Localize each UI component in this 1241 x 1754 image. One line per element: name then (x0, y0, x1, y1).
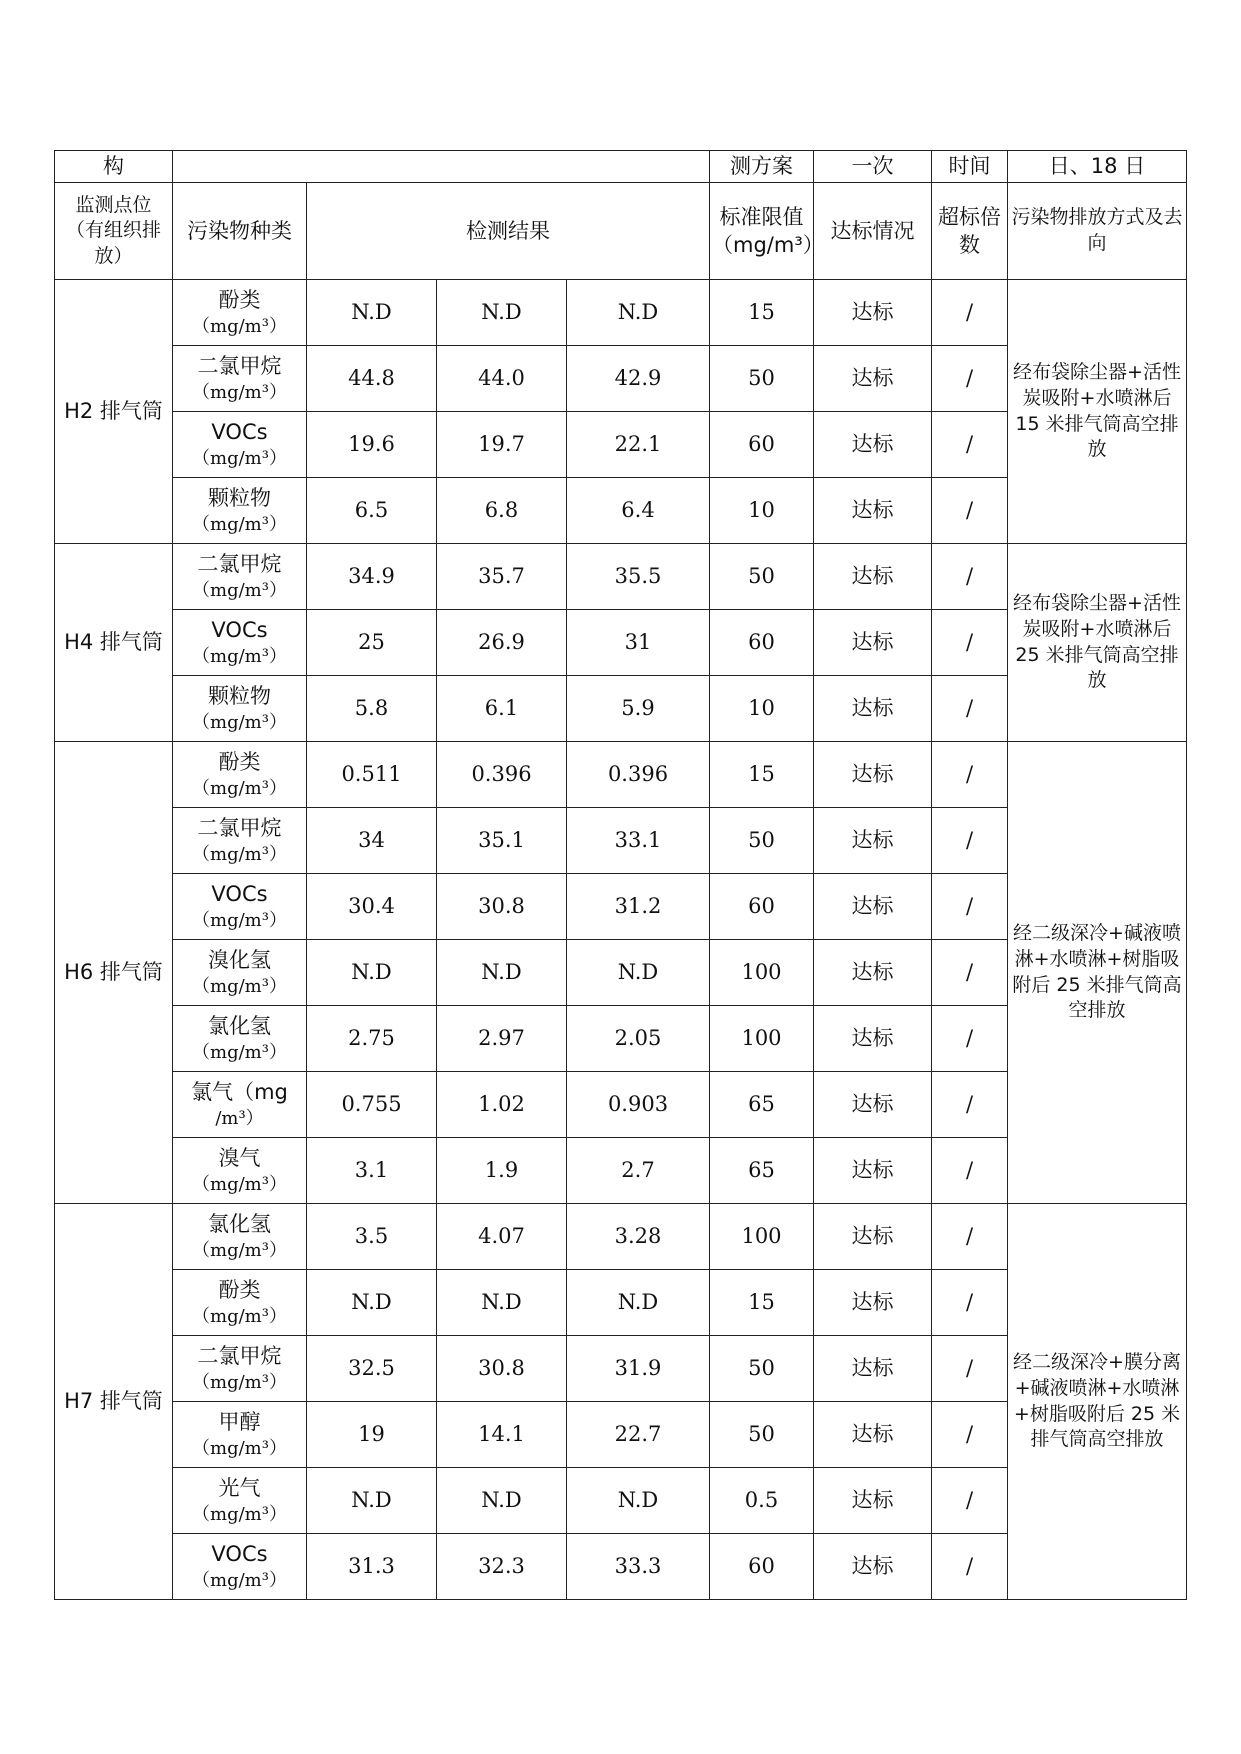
pollutant-unit: （mg/m³） (192, 315, 287, 337)
standard-limit-value: 100 (710, 1006, 814, 1072)
discharge-method-cell: 经二级深冷+膜分离+碱液喷淋+水喷淋+树脂吸附后 25 米排气筒高空排放 (1008, 1204, 1187, 1600)
exceed-multiple-value: / (932, 280, 1008, 346)
exceed-multiple-value: / (932, 940, 1008, 1006)
result-value-3: 42.9 (567, 346, 710, 412)
result-value-2: 2.97 (437, 1006, 567, 1072)
pollutant-cell (173, 1534, 307, 1600)
exceed-multiple-value: / (932, 1270, 1008, 1336)
result-value-1: N.D (307, 940, 437, 1006)
pollutant-cell (173, 1402, 307, 1468)
result-value-2: 0.396 (437, 742, 567, 808)
result-value-1: 30.4 (307, 874, 437, 940)
compliance-status: 达标 (814, 742, 932, 808)
table-row (55, 1204, 1187, 1270)
result-value-1: N.D (307, 1468, 437, 1534)
pollutant-name: 酚类 (218, 288, 261, 313)
exceed-multiple-value: / (932, 742, 1008, 808)
result-value-1: 32.5 (307, 1336, 437, 1402)
result-value-1: 31.3 (307, 1534, 437, 1600)
pollutant-unit: （mg/m³） (192, 447, 287, 469)
standard-limit-value: 15 (710, 742, 814, 808)
result-value-2: 19.7 (437, 412, 567, 478)
result-value-2: N.D (437, 940, 567, 1006)
pollutant-cell (173, 280, 307, 346)
header-compliance: 达标情况 (814, 183, 932, 280)
compliance-status: 达标 (814, 412, 932, 478)
pollutant-name: 二氯甲烷 (197, 816, 282, 841)
result-value-1: 19 (307, 1402, 437, 1468)
table-row (55, 742, 1187, 808)
result-value-3: 22.7 (567, 1402, 710, 1468)
top-cell-plan: 测方案 (710, 151, 814, 183)
pollutant-name: 氯化氢 (208, 1212, 271, 1237)
pollutant-unit: （mg/m³） (192, 1305, 287, 1327)
pollutant-cell (173, 478, 307, 544)
pollutant-name: VOCs (211, 882, 268, 907)
compliance-status: 达标 (814, 1468, 932, 1534)
exceed-multiple-value: / (932, 1006, 1008, 1072)
result-value-3: N.D (567, 1270, 710, 1336)
pollutant-unit: （mg/m³） (192, 1239, 287, 1261)
pollutant-unit: （mg/m³） (192, 975, 287, 997)
standard-limit-value: 65 (710, 1072, 814, 1138)
pollutant-name: 甲醇 (218, 1410, 261, 1435)
pollutant-cell (173, 610, 307, 676)
compliance-status: 达标 (814, 1402, 932, 1468)
compliance-status: 达标 (814, 1138, 932, 1204)
exceed-multiple-value: / (932, 1402, 1008, 1468)
result-value-2: 44.0 (437, 346, 567, 412)
pollutant-name: 二氯甲烷 (197, 354, 282, 379)
result-value-3: 35.5 (567, 544, 710, 610)
result-value-3: 33.3 (567, 1534, 710, 1600)
discharge-method-cell: 经二级深冷+碱液喷淋+水喷淋+树脂吸附后 25 米排气筒高空排放 (1008, 742, 1187, 1204)
result-value-1: 5.8 (307, 676, 437, 742)
pollutant-cell (173, 808, 307, 874)
header-monitoring-point: 监测点位（有组织排放） (55, 183, 173, 280)
result-value-3: 0.903 (567, 1072, 710, 1138)
compliance-status: 达标 (814, 676, 932, 742)
result-value-2: N.D (437, 280, 567, 346)
result-value-3: 22.1 (567, 412, 710, 478)
result-value-3: 31.9 (567, 1336, 710, 1402)
standard-limit-value: 50 (710, 1402, 814, 1468)
result-value-1: 25 (307, 610, 437, 676)
exceed-multiple-value: / (932, 478, 1008, 544)
exceed-multiple-value: / (932, 1138, 1008, 1204)
header-discharge-method: 污染物排放方式及去向 (1008, 183, 1187, 280)
pollutant-unit: （mg/m³） (192, 645, 287, 667)
pollutant-name: 二氯甲烷 (197, 552, 282, 577)
compliance-status: 达标 (814, 1006, 932, 1072)
standard-limit-value: 50 (710, 1336, 814, 1402)
header-pollutant-type: 污染物种类 (173, 183, 307, 280)
exceed-multiple-value: / (932, 610, 1008, 676)
standard-limit-value: 60 (710, 412, 814, 478)
result-value-2: N.D (437, 1468, 567, 1534)
header-exceed-multiple: 超标倍数 (932, 183, 1008, 280)
standard-limit-value: 10 (710, 676, 814, 742)
pollutant-cell (173, 412, 307, 478)
exceed-multiple-value: / (932, 1072, 1008, 1138)
top-cell-date: 日、18 日 (1008, 151, 1187, 183)
result-value-3: N.D (567, 280, 710, 346)
top-cell-frequency: 一次 (814, 151, 932, 183)
result-value-3: N.D (567, 940, 710, 1006)
table-row (55, 280, 1187, 346)
standard-limit-value: 100 (710, 940, 814, 1006)
compliance-status: 达标 (814, 1072, 932, 1138)
pollutant-cell (173, 1270, 307, 1336)
result-value-1: 34 (307, 808, 437, 874)
result-value-2: 6.8 (437, 478, 567, 544)
pollutant-name: 酚类 (218, 750, 261, 775)
result-value-3: 0.396 (567, 742, 710, 808)
result-value-1: 3.1 (307, 1138, 437, 1204)
pollutant-name: 氯化氢 (208, 1014, 271, 1039)
table-header-row (55, 183, 1187, 280)
result-value-2: 14.1 (437, 1402, 567, 1468)
pollutant-unit: （mg/m³） (192, 777, 287, 799)
standard-limit-value: 60 (710, 874, 814, 940)
header-standard-limit: 标准限值（mg/m³） (710, 183, 814, 280)
result-value-2: 4.07 (437, 1204, 567, 1270)
compliance-status: 达标 (814, 874, 932, 940)
result-value-3: 31.2 (567, 874, 710, 940)
standard-limit-value: 100 (710, 1204, 814, 1270)
pollutant-unit: （mg/m³） (192, 1503, 287, 1525)
compliance-status: 达标 (814, 808, 932, 874)
exceed-multiple-value: / (932, 808, 1008, 874)
result-value-2: 1.02 (437, 1072, 567, 1138)
compliance-status: 达标 (814, 940, 932, 1006)
top-cell-blank (173, 151, 710, 183)
result-value-1: 6.5 (307, 478, 437, 544)
compliance-status: 达标 (814, 346, 932, 412)
pollutant-cell (173, 1072, 307, 1138)
pollutant-unit: （mg/m³） (192, 1437, 287, 1459)
result-value-2: 32.3 (437, 1534, 567, 1600)
pollutant-unit: （mg/m³） (192, 843, 287, 865)
result-value-3: 5.9 (567, 676, 710, 742)
result-value-2: 30.8 (437, 1336, 567, 1402)
pollutant-name: 氯气（mg (191, 1080, 288, 1105)
table-top-row (55, 151, 1187, 183)
compliance-status: 达标 (814, 1270, 932, 1336)
result-value-2: 35.1 (437, 808, 567, 874)
pollutant-unit: （mg/m³） (192, 909, 287, 931)
pollutant-cell (173, 1138, 307, 1204)
result-value-1: 2.75 (307, 1006, 437, 1072)
monitoring-point-cell: H7 排气筒 (55, 1204, 173, 1600)
compliance-status: 达标 (814, 280, 932, 346)
monitoring-point-cell: H6 排气筒 (55, 742, 173, 1204)
pollutant-name: 光气 (218, 1476, 261, 1501)
pollutant-name: 颗粒物 (208, 684, 271, 709)
exceed-multiple-value: / (932, 412, 1008, 478)
pollutant-cell (173, 742, 307, 808)
result-value-2: 6.1 (437, 676, 567, 742)
standard-limit-value: 50 (710, 346, 814, 412)
compliance-status: 达标 (814, 1204, 932, 1270)
pollutant-name: 颗粒物 (208, 486, 271, 511)
pollutant-unit: /m³） (215, 1107, 264, 1129)
result-value-1: N.D (307, 280, 437, 346)
exceed-multiple-value: / (932, 1534, 1008, 1600)
result-value-2: 26.9 (437, 610, 567, 676)
standard-limit-value: 15 (710, 280, 814, 346)
result-value-1: 44.8 (307, 346, 437, 412)
pollutant-cell (173, 676, 307, 742)
compliance-status: 达标 (814, 544, 932, 610)
discharge-method-cell: 经布袋除尘器+活性炭吸附+水喷淋后 25 米排气筒高空排放 (1008, 544, 1187, 742)
result-value-1: 0.511 (307, 742, 437, 808)
pollutant-name: 二氯甲烷 (197, 1344, 282, 1369)
pollutant-cell (173, 1468, 307, 1534)
discharge-method-cell: 经布袋除尘器+活性炭吸附+水喷淋后 15 米排气筒高空排放 (1008, 280, 1187, 544)
compliance-status: 达标 (814, 610, 932, 676)
table-row (55, 544, 1187, 610)
exceed-multiple-value: / (932, 874, 1008, 940)
standard-limit-value: 65 (710, 1138, 814, 1204)
pollutant-unit: （mg/m³） (192, 711, 287, 733)
pollutant-name: 溴化氢 (208, 948, 271, 973)
standard-limit-value: 50 (710, 808, 814, 874)
result-value-1: 0.755 (307, 1072, 437, 1138)
result-value-2: 35.7 (437, 544, 567, 610)
result-value-1: 34.9 (307, 544, 437, 610)
pollutant-unit: （mg/m³） (192, 1173, 287, 1195)
result-value-3: 2.7 (567, 1138, 710, 1204)
result-value-1: N.D (307, 1270, 437, 1336)
pollutant-name: VOCs (211, 1542, 268, 1567)
pollutant-name: 溴气 (218, 1146, 261, 1171)
result-value-1: 19.6 (307, 412, 437, 478)
compliance-status: 达标 (814, 478, 932, 544)
standard-limit-value: 60 (710, 610, 814, 676)
result-value-3: 33.1 (567, 808, 710, 874)
standard-limit-value: 50 (710, 544, 814, 610)
pollutant-cell (173, 544, 307, 610)
standard-limit-value: 15 (710, 1270, 814, 1336)
exceed-multiple-value: / (932, 1468, 1008, 1534)
result-value-3: 31 (567, 610, 710, 676)
standard-limit-value: 10 (710, 478, 814, 544)
pollutant-cell (173, 940, 307, 1006)
pollutant-unit: （mg/m³） (192, 1371, 287, 1393)
pollutant-cell (173, 1204, 307, 1270)
monitoring-results-table (54, 150, 1187, 1600)
result-value-3: 6.4 (567, 478, 710, 544)
pollutant-unit: （mg/m³） (192, 381, 287, 403)
compliance-status: 达标 (814, 1534, 932, 1600)
exceed-multiple-value: / (932, 544, 1008, 610)
pollutant-name: VOCs (211, 618, 268, 643)
top-cell-time: 时间 (932, 151, 1008, 183)
exceed-multiple-value: / (932, 1204, 1008, 1270)
pollutant-cell (173, 1336, 307, 1402)
pollutant-cell (173, 1006, 307, 1072)
standard-limit-value: 60 (710, 1534, 814, 1600)
compliance-status: 达标 (814, 1336, 932, 1402)
monitoring-point-cell: H2 排气筒 (55, 280, 173, 544)
result-value-1: 3.5 (307, 1204, 437, 1270)
header-test-result: 检测结果 (307, 183, 710, 280)
result-value-3: N.D (567, 1468, 710, 1534)
pollutant-unit: （mg/m³） (192, 513, 287, 535)
pollutant-name: 酚类 (218, 1278, 261, 1303)
result-value-2: 30.8 (437, 874, 567, 940)
pollutant-cell (173, 346, 307, 412)
result-value-3: 3.28 (567, 1204, 710, 1270)
top-cell-institution: 构 (55, 151, 173, 183)
exceed-multiple-value: / (932, 676, 1008, 742)
pollutant-cell (173, 874, 307, 940)
result-value-2: N.D (437, 1270, 567, 1336)
pollutant-unit: （mg/m³） (192, 1041, 287, 1063)
standard-limit-value: 0.5 (710, 1468, 814, 1534)
pollutant-unit: （mg/m³） (192, 1569, 287, 1591)
result-value-2: 1.9 (437, 1138, 567, 1204)
exceed-multiple-value: / (932, 346, 1008, 412)
exceed-multiple-value: / (932, 1336, 1008, 1402)
monitoring-point-cell: H4 排气筒 (55, 544, 173, 742)
result-value-3: 2.05 (567, 1006, 710, 1072)
pollutant-name: VOCs (211, 420, 268, 445)
pollutant-unit: （mg/m³） (192, 579, 287, 601)
